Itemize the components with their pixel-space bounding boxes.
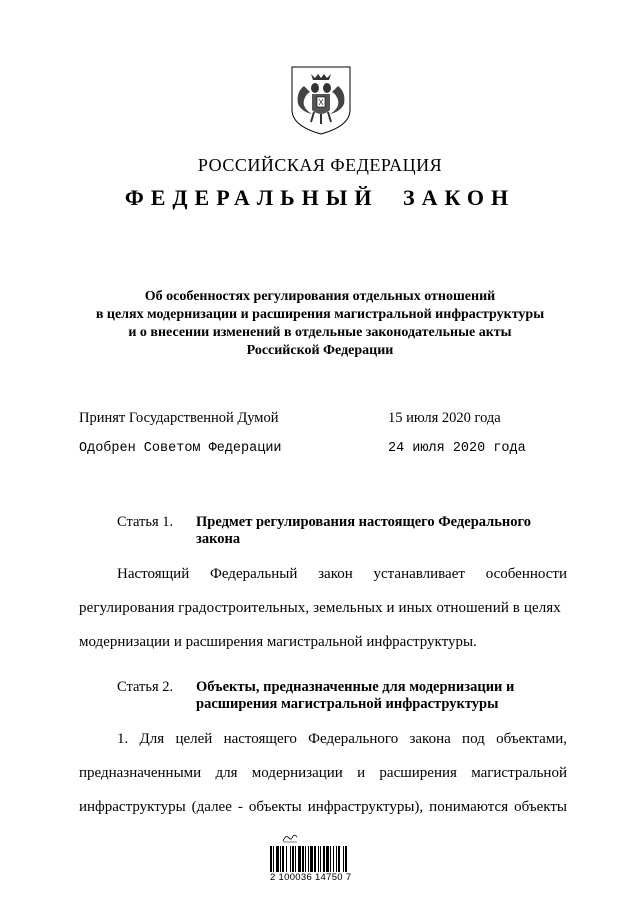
country-name: РОССИЙСКАЯ ФЕДЕРАЦИЯ	[197, 155, 443, 175]
law-title	[40, 288, 600, 360]
article2-title-line: расширения магистральной инфраструктуры	[196, 696, 499, 712]
article1-text-line: Настоящий Федеральный закон устанавливает особенности	[117, 566, 567, 582]
article1-number: Статья 1.	[117, 514, 174, 530]
article1-title	[196, 514, 576, 548]
article1-text-line: модернизации и расширения магистральной инфраструктуры.	[79, 634, 477, 650]
russian-coat-of-arms-icon	[288, 64, 354, 136]
article2-title-line: Объекты, предназначенные для модернизации и	[196, 679, 515, 695]
barcode-bar	[347, 846, 348, 872]
article1-title-line: Предмет регулирования настоящего Федерального	[196, 514, 532, 530]
signature-mark-icon	[282, 833, 298, 843]
approved-label: Одобрен Советом Федерации	[79, 441, 282, 456]
article2-number: Статья 2.	[117, 679, 174, 695]
article2-text-line: инфраструктуры (далее - объекты инфраструктуры), понимаются объекты	[79, 799, 567, 815]
law-title-line: в целях модернизации и расширения магистральной инфраструктуры	[95, 307, 545, 322]
article1-title-line: закона	[196, 531, 241, 547]
barcode-number: 2 100036 14750 7	[270, 872, 352, 883]
approved-date: 24 июля 2020 года	[388, 441, 526, 456]
article2-title	[196, 679, 576, 713]
law-title-line: Об особенностях регулирования отдельных отношений	[144, 289, 496, 304]
law-type-heading: ФЕДЕРАЛЬНЫЙ ЗАКОН	[124, 185, 516, 210]
law-title-line: и о внесении изменений в отдельные законодательные акты	[128, 325, 512, 340]
adopted-date: 15 июля 2020 года	[388, 410, 501, 426]
law-title-line: Российской Федерации	[246, 343, 394, 358]
adopted-label: Принят Государственной Думой	[79, 410, 279, 426]
article1-text-line: регулирования градостроительных, земельных и иных отношений в целях	[79, 600, 561, 616]
barcode-icon	[270, 846, 370, 872]
article2-text-line: предназначенными для модернизации и расширения магистральной	[79, 765, 567, 781]
article2-text-line: 1. Для целей настоящего Федерального закона под объектами,	[117, 731, 567, 747]
